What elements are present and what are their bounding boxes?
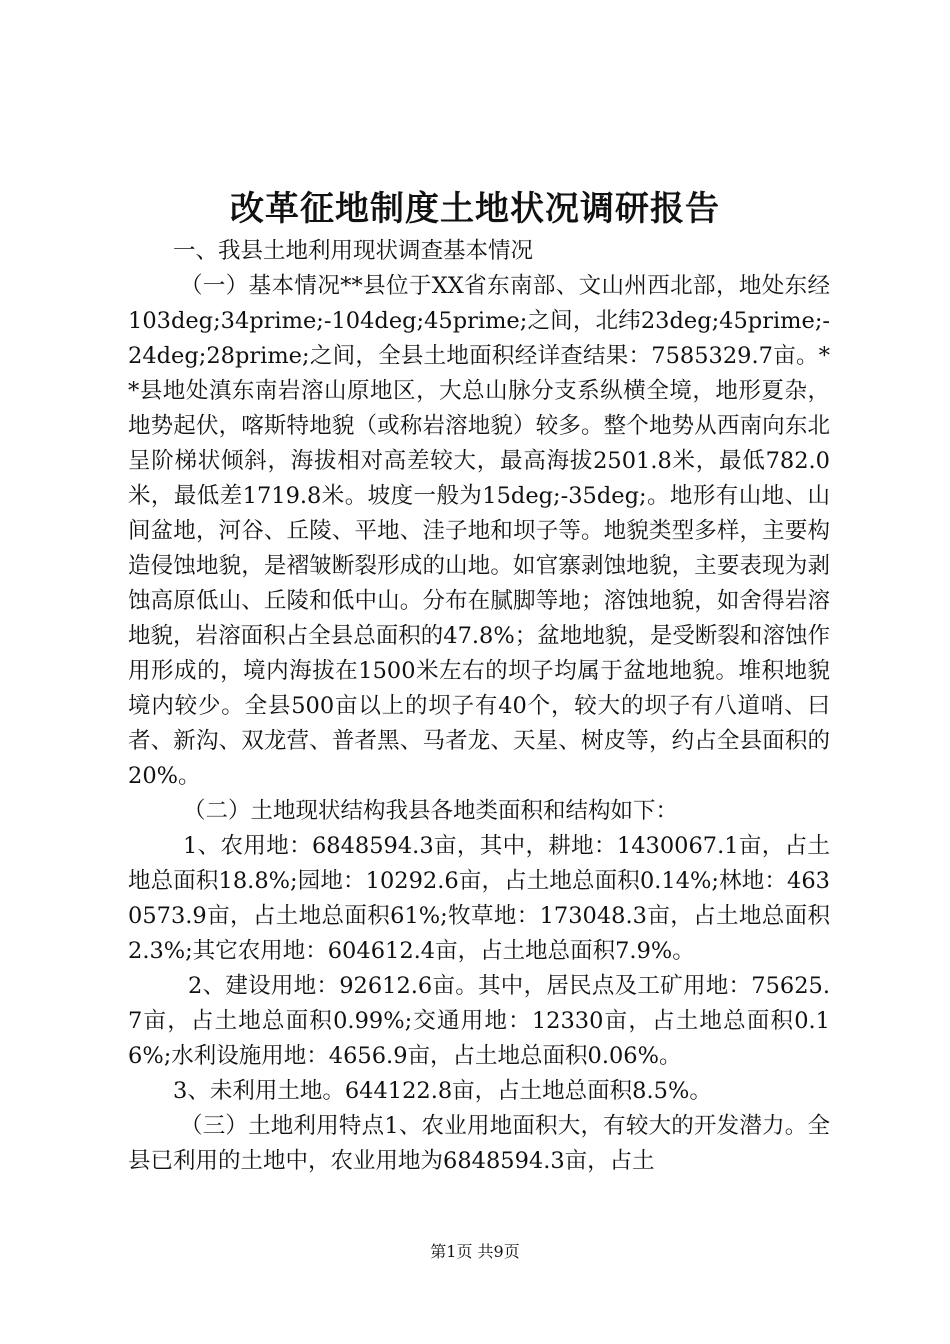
paragraph-unused-land: 3、未利用土地。644122.8亩，占土地总面积8.5%。: [173, 1078, 712, 1104]
section-heading: 一、我县土地利用现状调查基本情况: [173, 238, 534, 264]
paragraph-construction-land: 2、建设用地：92612.6亩。其中，居民点及工矿用地：75625.7亩，占土地总面积0.99%;交通用地：12330亩，占土地总面积0.16%;水利设施用地：4656.9亩，占土地总面积0.06%。: [128, 973, 830, 1069]
paragraph-basic-situation: （一）基本情况**县位于XX省东南部、文山州西北部，地处东经103deg;34prime;-104deg;45prime;之间，北纬23deg;45prime;-24deg;28prime;之间，全县土地面积经详查结果：7585329.7亩。**县地处滇东南岩溶山原地区，大总山脉分支系纵横全境，地形夏杂，地势起伏，喀斯特地貌（或称岩溶地貌）较多。整个地势从西南向东北呈阶梯状倾斜，海拔相对高差较大，最高海拔2501.8米，最低782.0米，最低差1719.8米。坡度一般为15deg;-35deg;。地形有山地、山间盆地，河谷、丘陵、平地、洼子地和坝子等。地貌类型多样，主要构造侵蚀地貌，是褶皱断裂形成的山地。如官寨剥蚀地貌，主要表现为剥蚀高原低山、丘陵和低中山。分布在腻脚等地；溶蚀地貌，如舍得岩溶地貌，岩溶面积占全县总面积的47.8%；盆地地貌，是受断裂和溶蚀作用形成的，境内海拔在1500米左右的坝子均属于盆地地貌。堆积地貌境内较少。全县500亩以上的坝子有40个，较大的坝子有八道哨、曰者、新沟、双龙营、普者黑、马者龙、天星、树皮等，约占全县面积的20%。: [128, 273, 830, 789]
paragraph-land-structure: （二）土地现状结构我县各地类面积和结构如下：: [183, 798, 679, 824]
page-number-footer: 第1页 共9页: [430, 1242, 520, 1261]
document-body: [128, 234, 830, 1179]
paragraph-land-use-features: （三）土地利用特点1、农业用地面积大，有较大的开发潜力。全县已利用的土地中，农业用地为6848594.3亩，占土: [128, 1113, 830, 1174]
page-title: 改革征地制度土地状况调研报告: [230, 189, 720, 229]
paragraph-agricultural-land: 1、农用地：6848594.3亩，其中，耕地：1430067.1亩，占土地总面积18.8%;园地：10292.6亩，占土地总面积0.14%;林地：4630573.9亩，占土地总面积61%;牧草地：173048.3亩，占土地总面积2.3%;其它农用地：604612.4亩，占土地总面积7.9%。: [128, 833, 830, 964]
